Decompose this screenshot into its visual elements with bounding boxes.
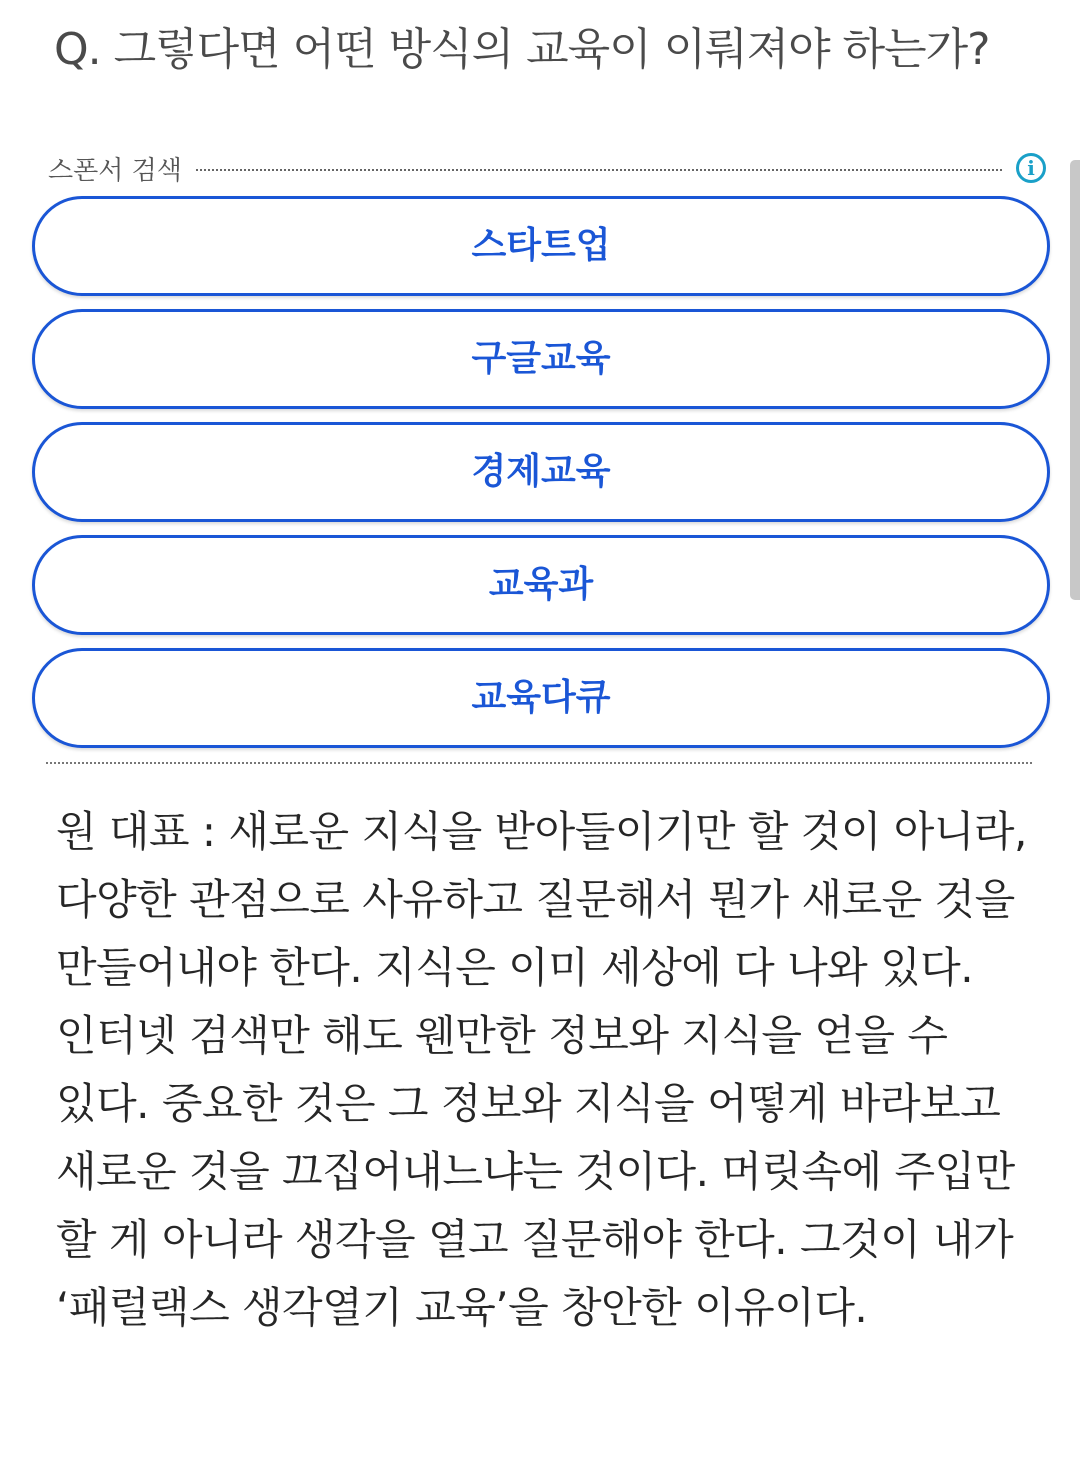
section-divider (46, 762, 1032, 764)
scrollbar[interactable] (1070, 160, 1080, 600)
sponsor-search-label: 스폰서 검색 (48, 155, 182, 186)
sponsor-search-list (32, 196, 1050, 761)
sponsor-search-item-google-education[interactable]: 구글교육 (32, 309, 1050, 409)
sponsor-search-item-education-documentary[interactable]: 교육다큐 (32, 648, 1050, 748)
sponsor-search-header (48, 146, 1046, 190)
article-paragraph: 원 대표 : 새로운 지식을 받아들이기만 할 것이 아니라, 다양한 관점으로 사유하고 질문해서 뭔가 새로운 것을 만들어내야 한다. 지식은 이미 세상에 다 나와 있다. 인터넷 검색만 해도 웬만한 정보와 지식을 얻을 수 있다. 중요한 것은 그 정보와 지식을 어떻게 바라보고 새로운 것을 끄집어내느냐는 것이다. 머릿속에 주입만 할 게 아니라 생각을 열고 질문해야 한다. 그것이 내가 ‘패럴랙스 생각열기 교육’을 창안한 이유이다. (56, 807, 1027, 1332)
sponsor-search-item-economic-education[interactable]: 경제교육 (32, 422, 1050, 522)
sponsor-search-item-startup[interactable]: 스타트업 (32, 196, 1050, 296)
info-icon[interactable]: i (1016, 153, 1046, 183)
sponsor-search-item-education-department[interactable]: 교육과 (32, 535, 1050, 635)
question-heading: Q. 그렇다면 어떤 방식의 교육이 이뤄져야 하는가? (54, 24, 990, 75)
dotted-divider (196, 169, 1002, 171)
